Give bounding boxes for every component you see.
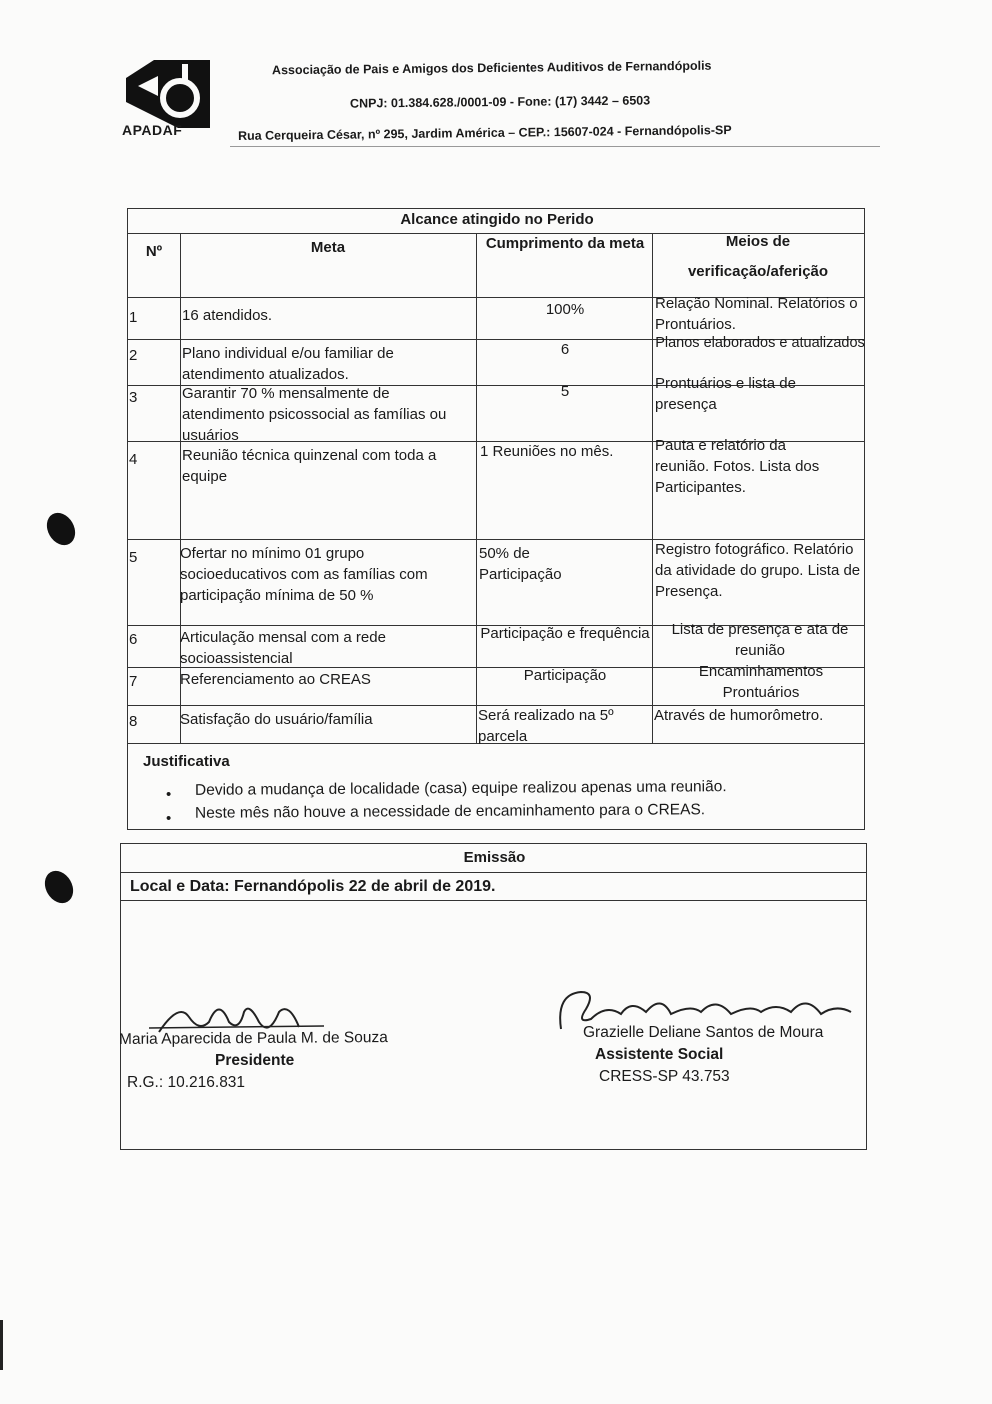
row-2-meta: Plano individual e/ou familiar de atendimento atualizados. bbox=[182, 345, 394, 383]
header-no: Nº bbox=[145, 243, 163, 260]
header-cumprimento: Cumprimento da meta bbox=[485, 235, 645, 252]
row-5-no: 5 bbox=[129, 549, 138, 566]
table-title: Alcance atingido no Perido bbox=[400, 211, 594, 228]
row-5-meios: Registro fotográfico. Relatório da atividade do grupo. Lista de Presença. bbox=[655, 541, 861, 600]
address-line: Rua Cerqueira César, nº 295, Jardim América – CEP.: 15607-024 - Fernandópolis-SP bbox=[237, 122, 732, 144]
row-7-meios: Encaminhamentos Prontuários bbox=[698, 663, 824, 701]
row-4-no: 4 bbox=[129, 451, 138, 468]
emissao-title: Emissão bbox=[463, 849, 526, 866]
punch-hole-bottom bbox=[39, 866, 79, 908]
row-3-meta: Garantir 70 % mensalmente de atendimento psicossocial as famílias ou usuários bbox=[182, 385, 447, 444]
row-6-meta: Articulação mensal com a rede socioassistencial bbox=[180, 629, 386, 667]
row-7-cumprimento: Participação bbox=[523, 667, 607, 684]
row-3-meios: Prontuários e lista de presença bbox=[655, 375, 796, 413]
scan-edge-mark bbox=[0, 1320, 3, 1370]
signer-2-name: Grazielle Deliane Santos de Moura bbox=[583, 1024, 824, 1041]
local-data: Local e Data: Fernandópolis 22 de abril de 2019. bbox=[130, 878, 496, 895]
row-5-cumprimento: 50% de Participação bbox=[479, 545, 562, 583]
org-name: Associação de Pais e Amigos dos Deficientes Auditivos de Fernandópolis bbox=[271, 58, 712, 78]
row-6-no: 6 bbox=[129, 631, 138, 648]
header-rule bbox=[230, 146, 880, 147]
justificativa-item-2: Neste mês não houve a necessidade de encaminhamento para o CREAS. bbox=[194, 801, 706, 822]
bullet-icon: • bbox=[166, 786, 172, 803]
row-7-no: 7 bbox=[129, 673, 138, 690]
row-8-cumprimento: Será realizado na 5º parcela bbox=[478, 707, 614, 745]
row-7-meta: Referenciamento ao CREAS bbox=[180, 671, 371, 688]
row-2-cumprimento: 6 bbox=[560, 341, 570, 358]
signer-2-role: Assistente Social bbox=[595, 1046, 724, 1063]
row-4-cumprimento: 1 Reuniões no mês. bbox=[480, 443, 614, 460]
cnpj-line: CNPJ: 01.384.628./0001-09 - Fone: (17) 3442 – 6503 bbox=[349, 93, 651, 111]
header-meios: Meios de verificação/aferição bbox=[687, 233, 829, 280]
signer-1-role: Presidente bbox=[215, 1052, 295, 1069]
justificativa-title: Justificativa bbox=[143, 753, 230, 770]
row-4-meta: Reunião técnica quinzenal com toda a equipe bbox=[182, 447, 437, 485]
punch-hole-top bbox=[41, 508, 81, 550]
signer-1-name: Maria Aparecida de Paula M. de Souza bbox=[118, 1029, 388, 1048]
emissao-box bbox=[120, 843, 867, 1150]
alcance-table bbox=[127, 208, 865, 830]
header-meta: Meta bbox=[310, 239, 346, 256]
logo-label: APADAF bbox=[122, 122, 183, 138]
row-1-no: 1 bbox=[129, 309, 138, 326]
row-8-no: 8 bbox=[129, 713, 138, 730]
signer-1-id: R.G.: 10.216.831 bbox=[127, 1074, 246, 1091]
row-6-meios: Lista de presença e ata de reunião bbox=[671, 621, 849, 659]
row-8-meta: Satisfação do usuário/família bbox=[180, 711, 373, 728]
row-8-meios: Através de humorômetro. bbox=[654, 707, 824, 724]
row-1-meios: Relação Nominal. Relatórios o Prontuários. bbox=[655, 295, 858, 333]
row-1-meta: 16 atendidos. bbox=[182, 307, 273, 324]
row-2-no: 2 bbox=[129, 347, 138, 364]
row-5-meta: Ofertar no mínimo 01 grupo socioeducativos com as famílias com participação mínima de 50 % bbox=[180, 545, 428, 604]
justificativa-item-1: Devido a mudança de localidade (casa) equipe realizou apenas uma reunião. bbox=[194, 778, 727, 799]
row-3-cumprimento: 5 bbox=[560, 383, 570, 400]
row-4-meios: Pauta e relatório da reunião. Fotos. Lista dos Participantes. bbox=[655, 437, 820, 496]
signer-2-id: CRESS-SP 43.753 bbox=[599, 1068, 730, 1085]
bullet-icon: • bbox=[166, 810, 172, 827]
row-1-cumprimento: 100% bbox=[545, 301, 585, 318]
row-6-cumprimento: Participação e frequência bbox=[480, 625, 650, 642]
row-2-meios: Planos elaborados e atualizados bbox=[655, 335, 865, 351]
row-3-no: 3 bbox=[129, 389, 138, 406]
